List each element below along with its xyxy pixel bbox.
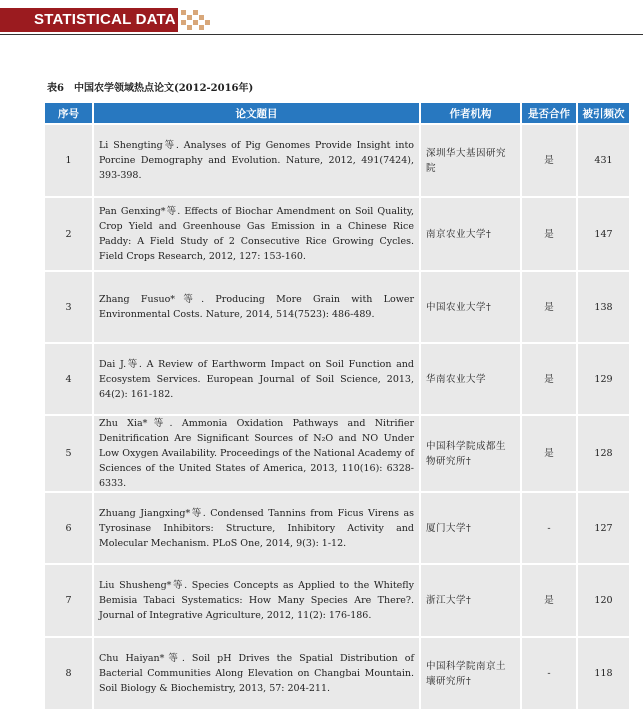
column-header-collab: 是否合作 — [522, 103, 576, 123]
citation-count: 118 — [578, 638, 629, 709]
column-header-title: 论文题目 — [94, 103, 419, 123]
author-institution: 浙江大学† — [421, 565, 520, 636]
collaboration-flag: 是 — [522, 272, 576, 342]
citation-count: 431 — [578, 125, 629, 196]
table-caption: 表6 中国农学领域热点论文(2012-2016年) — [47, 83, 254, 94]
row-number: 4 — [45, 344, 92, 414]
table-row — [45, 493, 629, 563]
table-row — [45, 198, 629, 270]
row-number: 3 — [45, 272, 92, 342]
hot-papers-table — [43, 101, 631, 711]
collaboration-flag: 是 — [522, 198, 576, 270]
table-row — [45, 416, 629, 491]
header-divider — [0, 34, 643, 35]
table-header-row — [45, 103, 629, 123]
chevron-decoration-icon — [180, 8, 212, 32]
citation-count: 128 — [578, 416, 629, 491]
author-institution: 厦门大学† — [421, 493, 520, 563]
row-number: 1 — [45, 125, 92, 196]
row-number: 8 — [45, 638, 92, 709]
paper-title: Dai J.等. A Review of Earthworm Impact on Soil Function and Ecosystem Services. European Journal of Soil Science, 2013, 64(2): 161-182. — [94, 344, 419, 414]
collaboration-flag: 是 — [522, 125, 576, 196]
collaboration-flag: 是 — [522, 344, 576, 414]
author-institution: 华南农业大学 — [421, 344, 520, 414]
paper-title: Zhuang Jiangxing*等. Condensed Tannins from Ficus Virens as Tyrosinase Inhibitors: Structure, Inhibitory Activity and Molecular Mechanism. PLoS One, 2014, 9(3): 1-12. — [94, 493, 419, 563]
citation-count: 147 — [578, 198, 629, 270]
collaboration-flag: 是 — [522, 416, 576, 491]
citation-count: 129 — [578, 344, 629, 414]
table-row — [45, 344, 629, 414]
citation-count: 127 — [578, 493, 629, 563]
table-row — [45, 565, 629, 636]
row-number: 6 — [45, 493, 92, 563]
collaboration-flag: - — [522, 493, 576, 563]
citation-count: 120 — [578, 565, 629, 636]
collaboration-flag: 是 — [522, 565, 576, 636]
author-institution: 中国科学院南京土壤研究所† — [421, 638, 520, 709]
paper-title: Liu Shusheng*等. Species Concepts as Applied to the Whitefly Bemisia Tabaci Systematics: How Many Species Are There?. Journal of Integrative Agriculture, 2012, 11(2): 176-186. — [94, 565, 419, 636]
section-header-title: STATISTICAL DATA — [34, 11, 176, 28]
row-number: 5 — [45, 416, 92, 491]
author-institution: 深圳华大基因研究院 — [421, 125, 520, 196]
column-header-citations: 被引频次 — [578, 103, 629, 123]
citation-count: 138 — [578, 272, 629, 342]
table-row — [45, 125, 629, 196]
section-header — [0, 8, 178, 32]
paper-title: Pan Genxing*等. Effects of Biochar Amendment on Soil Quality, Crop Yield and Greenhouse Gas Emission in a Chinese Rice Paddy: A Field Study of 2 Consecutive Rice Growing Cycles. Field Crops Research, 2012, 127: 153-160. — [94, 198, 419, 270]
column-header-no: 序号 — [45, 103, 92, 123]
paper-title: Li Shengting等. Analyses of Pig Genomes Provide Insight into Porcine Demography and Evolution. Nature, 2012, 491(7424), 393-398. — [94, 125, 419, 196]
column-header-institution: 作者机构 — [421, 103, 520, 123]
author-institution: 中国科学院成都生物研究所† — [421, 416, 520, 491]
author-institution: 中国农业大学† — [421, 272, 520, 342]
table-row — [45, 638, 629, 709]
paper-title: Zhang Fusuo*等. Producing More Grain with Lower Environmental Costs. Nature, 2014, 514(7523): 486-489. — [94, 272, 419, 342]
row-number: 7 — [45, 565, 92, 636]
row-number: 2 — [45, 198, 92, 270]
paper-title: Zhu Xia*等. Ammonia Oxidation Pathways and Nitrifier Denitrification Are Significant Sources of N₂O and NO Under Low Oxygen Availability. Proceedings of the National Academy of Sciences of the United States of America, 2013, 110(16): 6328-6333. — [94, 416, 419, 491]
collaboration-flag: - — [522, 638, 576, 709]
table-row — [45, 272, 629, 342]
author-institution: 南京农业大学† — [421, 198, 520, 270]
paper-title: Chu Haiyan*等. Soil pH Drives the Spatial Distribution of Bacterial Communities Along Elevation on Changbai Mountain. Soil Biology & Biochemistry, 2013, 57: 204-211. — [94, 638, 419, 709]
